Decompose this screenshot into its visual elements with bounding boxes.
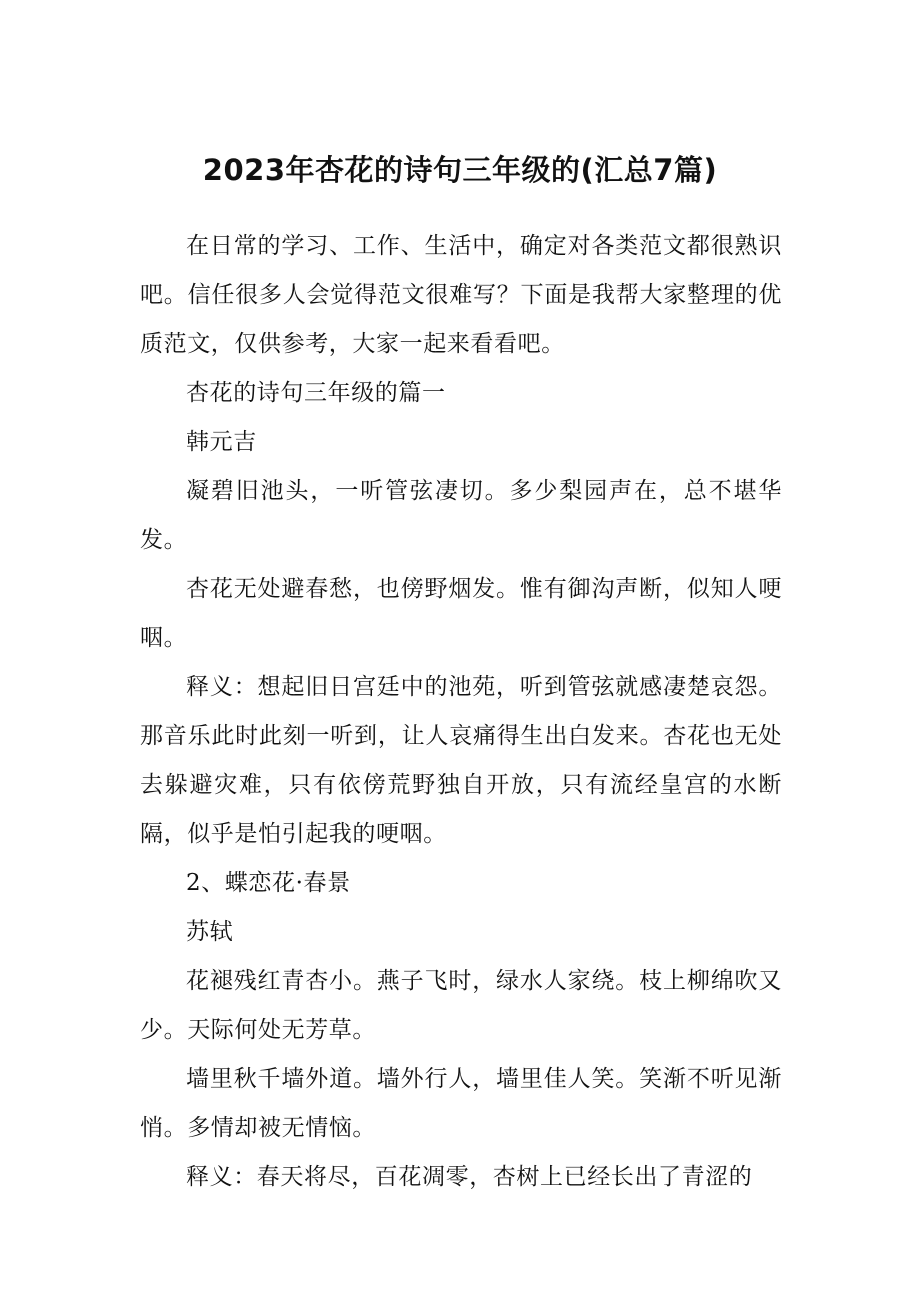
poem-stanza: 花褪残红青杏小。燕子飞时，绿水人家绕。枝上柳绵吹又少。天际何处无芳草。 xyxy=(140,968,782,1043)
intro-paragraph: 在日常的学习、工作、生活中，确定对各类范文都很熟识吧。信任很多人会觉得范文很难写？下面是我帮大家整理的优质范文，仅供参考，大家一起来看看吧。 xyxy=(140,233,782,357)
document-title: 2023年杏花的诗句三年级的(汇总7篇) xyxy=(202,153,718,187)
poem-explanation: 释义：春天将尽，百花凋零，杏树上已经长出了青涩的 xyxy=(186,1164,753,1190)
poem-stanza: 凝碧旧池头，一听管弦凄切。多少梨园声在，总不堪华发。 xyxy=(140,478,782,553)
poem-stanza: 墙里秋千墙外道。墙外行人，墙里佳人笑。笑渐不听见渐悄。多情却被无情恼。 xyxy=(140,1066,782,1141)
section-heading: 杏花的诗句三年级的篇一 xyxy=(186,380,446,406)
document-body xyxy=(140,222,782,1202)
poem-author: 苏轼 xyxy=(186,919,234,945)
poem-author: 韩元吉 xyxy=(186,429,257,455)
poem-explanation: 释义：想起旧日宫廷中的池苑，听到管弦就感凄楚哀怨。那音乐此时此刻一听到，让人哀痛得生出白发来。杏花也无处去躲避灾难，只有依傍荒野独自开放，只有流经皇宫的水断隔，似乎是怕引起我的哽咽。 xyxy=(140,674,782,847)
poem-stanza: 杏花无处避春愁，也傍野烟发。惟有御沟声断，似知人哽咽。 xyxy=(140,576,782,651)
section-heading: 2、蝶恋花·春景 xyxy=(186,870,351,896)
